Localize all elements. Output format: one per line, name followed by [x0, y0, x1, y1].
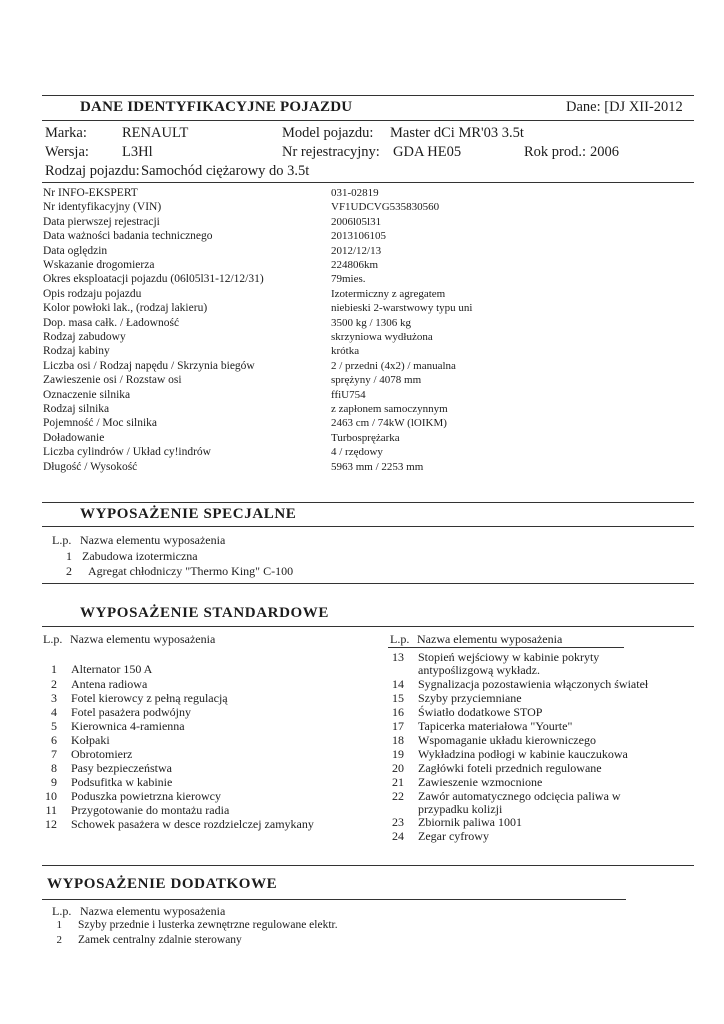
make-value: RENAULT [122, 125, 189, 141]
standard-item-number: 11 [45, 803, 57, 817]
standard-item-name: Wspomaganie układu kierowniczego [418, 733, 596, 747]
standard-item-name: Alternator 150 A [71, 662, 153, 676]
additional-equipment-title: WYPOSAŻENIE DODATKOWE [47, 876, 278, 892]
standard-header-name-right: Nazwa elementu wyposażenia [417, 632, 563, 646]
standard-item-number: 17 [392, 719, 404, 733]
detail-value: z zapłonem samoczynnym [331, 403, 448, 415]
standard-item-name: Tapicerka materiałowa "Yourte" [418, 719, 573, 733]
standard-title-rule [42, 626, 694, 627]
standard-item-number: 23 [392, 815, 404, 829]
detail-value: 3500 kg / 1306 kg [331, 316, 412, 329]
detail-label: Nr identyfikacyjny (VIN) [43, 201, 162, 214]
model-label: Model pojazdu: [282, 125, 374, 141]
detail-label: Data pierwszej rejestracji [43, 215, 160, 228]
detail-label: Opis rodzaju pojazdu [43, 287, 142, 300]
version-label: Wersja: [45, 144, 89, 160]
standard-item-name: Stopień wejściowy w kabinie pokryty [418, 650, 600, 664]
standard-item-number: 21 [392, 775, 404, 789]
standard-item-number: 2 [51, 677, 57, 691]
special-header-lp: L.p. [52, 533, 72, 547]
detail-label: Pojemność / Moc silnika [43, 417, 158, 430]
standard-item-number: 22 [392, 789, 404, 803]
standard-item-number: 10 [45, 789, 57, 803]
detail-value: skrzyniowa wydłużona [331, 331, 433, 343]
make-label: Marka: [45, 125, 87, 141]
detail-label: Liczba cylindrów / Układ cy!indrów [43, 446, 211, 459]
additional-item-number: 2 [56, 934, 62, 946]
standard-item-number: 4 [51, 705, 57, 719]
detail-label: Data oględzin [43, 244, 108, 257]
production-year-value: 2006 [590, 144, 619, 160]
standard-item-name: Fotel kierowcy z pełną regulacją [71, 691, 228, 705]
standard-header-name-left: Nazwa elementu wyposażenia [70, 632, 216, 646]
standard-item-name: Wykładzina podłogi w kabinie kauczukowa [418, 747, 628, 761]
detail-label: Rodzaj silnika [43, 403, 110, 415]
detail-value: 2 / przedni (4x2) / manualna [331, 359, 456, 372]
special-equipment-title: WYPOSAŻENIE SPECJALNE [80, 506, 297, 522]
detail-value: 2463 cm / 74kW (lOIKM) [331, 417, 447, 430]
additional-item-number: 1 [56, 919, 62, 931]
additional-header-name: Nazwa elementu wyposażenia [80, 904, 226, 918]
standard-item-number: 16 [392, 705, 404, 719]
special-title-rule [42, 526, 694, 527]
detail-value: 224806km [331, 259, 379, 271]
detail-value: krótka [331, 345, 360, 358]
standard-item-name: Zbiornik paliwa 1001 [418, 815, 522, 829]
detail-value: ffiU754 [331, 388, 366, 401]
standard-item-name: Schowek pasażera w desce rozdzielczej zamykany [71, 817, 314, 831]
detail-label: Oznaczenie silnika [43, 388, 131, 401]
standard-item-number: 5 [51, 719, 57, 733]
standard-item-number: 19 [392, 747, 404, 761]
registration-label: Nr rejestracyjny: [282, 144, 380, 160]
standard-header-underline [388, 647, 624, 648]
standard-item-name: Zawór automatycznego odcięcia paliwa w [418, 789, 621, 803]
production-year-label: Rok prod.: [524, 144, 587, 160]
standard-item-name: Przygotowanie do montażu radia [71, 803, 230, 817]
report-date: Dane: [DJ XII-2012 [566, 99, 683, 115]
standard-item-number: 13 [392, 650, 404, 664]
additional-item-name: Zamek centralny zdalnie sterowany [78, 934, 242, 946]
detail-value: VF1UDCVG535830560 [331, 201, 440, 214]
standard-item-number: 14 [392, 677, 404, 691]
standard-item-number: 9 [51, 775, 57, 789]
detail-label: Długość / Wysokość [43, 460, 138, 473]
standard-item-number: 8 [51, 761, 57, 775]
standard-item-name: Antena radiowa [71, 677, 148, 691]
standard-item-number: 1 [51, 662, 57, 676]
detail-value: Izotermiczny z agregatem [331, 287, 446, 300]
title-rule [42, 120, 694, 121]
detail-label: Liczba osi / Rodzaj napędu / Skrzynia biegów [43, 359, 255, 372]
standard-item-name: Kierownica 4-ramienna [71, 719, 185, 733]
standard-item-continuation: przypadku kolizji [418, 802, 503, 816]
standard-item-name: Obrotomierz [71, 747, 133, 761]
standard-item-name: Sygnalizacja pozostawienia włączonych świateł [418, 677, 649, 691]
detail-label: Doładowanie [43, 431, 105, 444]
detail-label: Nr INFO-EKSPERT [43, 187, 138, 199]
additional-header-lp: L.p. [52, 904, 72, 918]
standard-item-continuation: antypoślizgową wykładz. [418, 663, 540, 677]
registration-value: GDA HE05 [393, 144, 462, 160]
detail-label: Data ważności badania technicznego [43, 230, 213, 243]
detail-value: 2006l05l31 [331, 215, 382, 228]
special-bottom-rule [42, 583, 694, 584]
standard-bottom-rule [42, 865, 694, 866]
standard-item-name: Szyby przyciemniane [418, 691, 522, 705]
standard-item-name: Światło dodatkowe STOP [418, 705, 543, 719]
detail-label: Wskazanie drogomierza [43, 259, 155, 271]
detail-value: 4 / rzędowy [331, 446, 383, 459]
detail-label: Rodzaj kabiny [43, 345, 110, 358]
standard-header-lp-right: L.p. [390, 632, 410, 646]
detail-value: 031-02819 [331, 187, 379, 199]
detail-value: 79mies. [331, 273, 366, 286]
version-value: L3Hl [122, 144, 153, 160]
special-item-number: 2 [66, 564, 72, 578]
vehicle-type-value: Samochód ciężarowy do 3.5t [141, 163, 310, 179]
standard-item-name: Zagłówki foteli przednich regulowane [418, 761, 602, 775]
standard-item-number: 20 [392, 761, 404, 775]
special-header-name: Nazwa elementu wyposażenia [80, 533, 226, 547]
standard-item-name: Zawieszenie wzmocnione [418, 775, 543, 789]
standard-item-number: 24 [392, 829, 404, 843]
detail-value: 2012/12/13 [331, 244, 382, 257]
detail-value: niebieski 2-warstwowy typu uni [331, 302, 473, 315]
standard-item-number: 7 [51, 747, 57, 761]
standard-item-number: 18 [392, 733, 404, 747]
header-bottom-rule [42, 182, 694, 183]
standard-item-name: Zegar cyfrowy [418, 829, 489, 843]
standard-item-name: Podsufitka w kabinie [71, 775, 173, 789]
standard-item-number: 12 [45, 817, 57, 831]
special-item-name: Agregat chłodniczy "Thermo King" C-100 [88, 564, 294, 578]
top-rule [42, 95, 694, 96]
additional-title-rule [42, 899, 626, 900]
special-item-number: 1 [66, 549, 72, 563]
standard-item-number: 3 [51, 691, 57, 705]
standard-item-name: Pasy bezpieczeństwa [71, 761, 172, 775]
standard-item-name: Poduszka powietrzna kierowcy [71, 789, 221, 803]
model-value: Master dCi MR'03 3.5t [390, 125, 524, 141]
special-top-rule [42, 502, 694, 503]
detail-label: Rodzaj zabudowy [43, 331, 126, 343]
detail-value: 5963 mm / 2253 mm [331, 460, 424, 473]
standard-header-lp-left: L.p. [43, 632, 63, 646]
page-title: DANE IDENTYFIKACYJNE POJAZDU [80, 99, 353, 115]
special-item-name: Zabudowa izotermiczna [82, 549, 198, 563]
detail-value: Turbosprężarka [331, 431, 400, 444]
detail-label: Zawieszenie osi / Rozstaw osi [43, 374, 182, 387]
additional-item-name: Szyby przednie i lusterka zewnętrzne regulowane elektr. [78, 919, 338, 931]
detail-label: Kolor powłoki lak., (rodzaj lakieru) [43, 302, 208, 315]
detail-label: Dop. masa całk. / Ładowność [43, 316, 180, 329]
standard-item-number: 15 [392, 691, 404, 705]
standard-equipment-title: WYPOSAŻENIE STANDARDOWE [80, 605, 329, 621]
vehicle-type-label: Rodzaj pojazdu: [45, 163, 140, 179]
standard-item-name: Kołpaki [71, 733, 110, 747]
detail-value: sprężyny / 4078 mm [331, 374, 422, 387]
detail-value: 2013106105 [331, 230, 386, 243]
standard-item-name: Fotel pasażera podwójny [71, 705, 191, 719]
standard-item-number: 6 [51, 733, 57, 747]
detail-label: Okres eksploatacji pojazdu (06l05l31-12/12/31) [43, 273, 264, 286]
